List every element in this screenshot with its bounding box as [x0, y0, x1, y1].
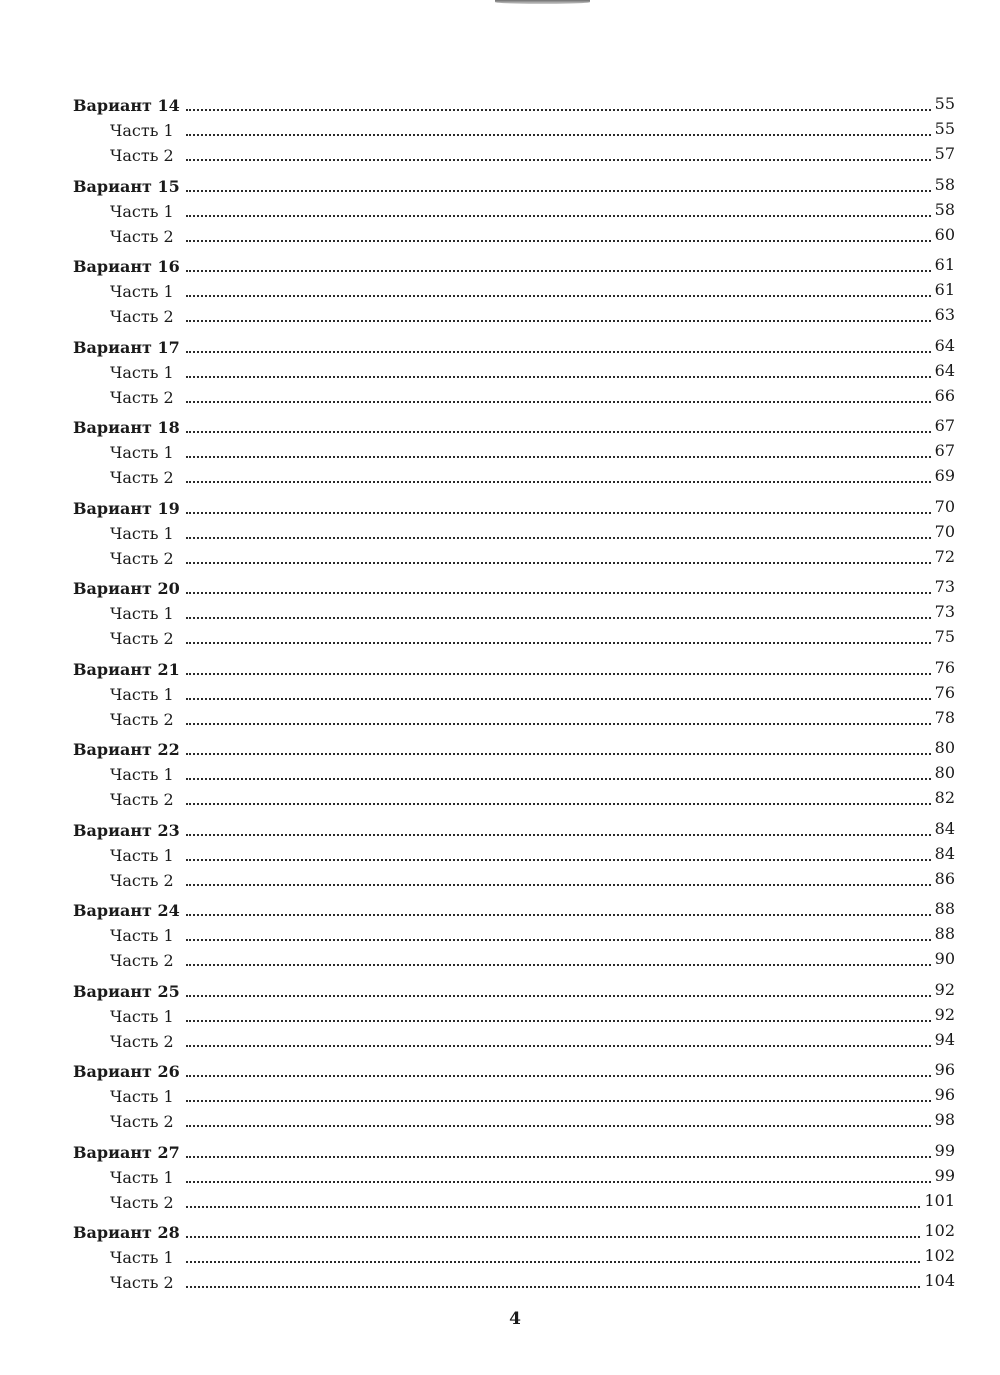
toc-part-title: Часть 2 — [110, 629, 174, 648]
toc-part-title: Часть 1 — [110, 523, 174, 543]
dot-leader — [186, 884, 931, 886]
toc-variant-page: 102 — [924, 1221, 955, 1240]
toc-variant-title: Вариант 21 — [73, 659, 180, 679]
toc-part-title: Часть 1 — [110, 926, 174, 945]
dot-leader — [186, 698, 931, 700]
dot-leader — [186, 1286, 920, 1288]
toc-part-title: Часть 2 — [110, 548, 174, 568]
toc-variant-title: Вариант 19 — [73, 498, 180, 518]
toc-part-page: 86 — [934, 868, 955, 888]
toc-part-row[interactable] — [0, 1004, 1000, 1029]
toc-part-title: Часть 2 — [110, 146, 174, 165]
toc-variant-page: 61 — [934, 255, 955, 274]
toc-variant-row[interactable] — [0, 415, 1000, 440]
toc-variant-row[interactable] — [0, 657, 1000, 682]
dot-leader — [186, 778, 931, 780]
toc-variant-title: Вариант 17 — [73, 337, 180, 357]
toc-part-page: 94 — [934, 1029, 955, 1049]
dot-leader — [186, 215, 931, 217]
toc-variant-row[interactable] — [0, 1140, 1000, 1165]
toc-variant-row[interactable] — [0, 1059, 1000, 1084]
toc-part-page: 76 — [934, 682, 955, 702]
dot-leader — [186, 295, 931, 297]
toc-part-page: 58 — [934, 199, 955, 219]
toc-part-page: 75 — [934, 627, 955, 646]
toc-variant-row[interactable] — [0, 174, 1000, 199]
toc-part-page: 70 — [934, 521, 955, 541]
toc-part-title: Часть 1 — [110, 845, 174, 865]
toc-part-row[interactable] — [0, 1190, 1000, 1215]
scan-binding-shadow — [495, 0, 590, 4]
toc-part-row[interactable] — [0, 762, 1000, 787]
toc-part-title: Часть 2 — [110, 1112, 174, 1131]
toc-part-row[interactable] — [0, 626, 1000, 651]
toc-part-row[interactable] — [0, 143, 1000, 168]
toc-part-row[interactable] — [0, 948, 1000, 973]
toc-part-title: Часть 1 — [110, 1087, 174, 1106]
dot-leader — [186, 592, 931, 594]
dot-leader — [186, 376, 931, 378]
toc-variant-group — [0, 496, 1000, 577]
dot-leader — [186, 562, 931, 564]
toc-variant-page: 76 — [934, 657, 955, 677]
toc-variant-page: 58 — [934, 174, 955, 194]
toc-part-title: Часть 1 — [110, 282, 174, 301]
toc-variant-title: Вариант 26 — [73, 1062, 180, 1081]
toc-variant-group — [0, 254, 1000, 335]
toc-variant-group — [0, 1220, 1000, 1301]
dot-leader — [186, 1261, 920, 1263]
dot-leader — [186, 673, 931, 675]
toc-part-page: 104 — [924, 1271, 955, 1290]
toc-variant-page: 99 — [934, 1140, 955, 1160]
toc-variant-row[interactable] — [0, 576, 1000, 601]
dot-leader — [186, 1100, 931, 1102]
dot-leader — [186, 964, 931, 966]
toc-part-row[interactable] — [0, 787, 1000, 812]
toc-part-title: Часть 1 — [110, 765, 174, 784]
toc-part-row[interactable] — [0, 1245, 1000, 1270]
toc-variant-row[interactable] — [0, 979, 1000, 1004]
toc-variant-group — [0, 335, 1000, 416]
dot-leader — [186, 834, 931, 836]
dot-leader — [186, 753, 931, 755]
toc-variant-title: Вариант 22 — [73, 740, 180, 759]
dot-leader — [186, 134, 931, 136]
toc-variant-row[interactable] — [0, 1220, 1000, 1245]
toc-part-row[interactable] — [0, 465, 1000, 490]
toc-variant-page: 64 — [934, 335, 955, 355]
toc-variant-row[interactable] — [0, 737, 1000, 762]
toc-part-title: Часть 2 — [110, 870, 174, 890]
toc-part-row[interactable] — [0, 360, 1000, 385]
toc-variant-title: Вариант 20 — [73, 579, 180, 598]
dot-leader — [186, 1125, 931, 1127]
toc-part-row[interactable] — [0, 601, 1000, 626]
toc-part-title: Часть 2 — [110, 790, 174, 809]
toc-part-row[interactable] — [0, 1084, 1000, 1109]
toc-part-page: 80 — [934, 763, 955, 782]
toc-variant-row[interactable] — [0, 898, 1000, 923]
toc-variant-group — [0, 1059, 1000, 1140]
dot-leader — [186, 995, 931, 997]
toc-part-row[interactable] — [0, 385, 1000, 410]
toc-variant-title: Вариант 15 — [73, 176, 180, 196]
toc-part-title: Часть 2 — [110, 1273, 174, 1292]
toc-part-row[interactable] — [0, 304, 1000, 329]
toc-part-title: Часть 2 — [110, 951, 174, 970]
dot-leader — [186, 859, 931, 861]
toc-variant-title: Вариант 24 — [73, 901, 180, 920]
toc-variant-title: Вариант 14 — [73, 96, 180, 115]
toc-variant-row[interactable] — [0, 335, 1000, 360]
toc-part-title: Часть 1 — [110, 362, 174, 382]
toc-part-page: 101 — [924, 1190, 955, 1210]
toc-part-page: 60 — [934, 224, 955, 244]
toc-part-title: Часть 1 — [110, 604, 174, 623]
toc-variant-title: Вариант 18 — [73, 418, 180, 437]
toc-part-row[interactable] — [0, 1109, 1000, 1134]
toc-variant-page: 80 — [934, 738, 955, 757]
toc-part-page: 55 — [934, 119, 955, 138]
toc-variant-page: 88 — [934, 899, 955, 918]
toc-part-page: 96 — [934, 1085, 955, 1104]
toc-part-title: Часть 2 — [110, 709, 174, 729]
toc-part-page: 84 — [934, 843, 955, 863]
dot-leader — [186, 642, 931, 644]
toc-part-page: 64 — [934, 360, 955, 380]
dot-leader — [186, 270, 931, 272]
toc-part-row[interactable] — [0, 118, 1000, 143]
toc-variant-row[interactable] — [0, 93, 1000, 118]
toc-variant-row[interactable] — [0, 254, 1000, 279]
toc-variant-group — [0, 174, 1000, 255]
toc-part-page: 90 — [934, 949, 955, 968]
toc-part-row[interactable] — [0, 843, 1000, 868]
dot-leader — [186, 240, 931, 242]
toc-variant-page: 84 — [934, 818, 955, 838]
toc-variant-page: 73 — [934, 577, 955, 596]
toc-part-row[interactable] — [0, 224, 1000, 249]
dot-leader — [186, 109, 931, 111]
toc-part-title: Часть 2 — [110, 226, 174, 246]
dot-leader — [186, 914, 931, 916]
toc-part-row[interactable] — [0, 1029, 1000, 1054]
page-number: 4 — [509, 1309, 521, 1329]
dot-leader — [186, 512, 931, 514]
toc-variant-page: 70 — [934, 496, 955, 516]
dot-leader — [186, 1045, 931, 1047]
dot-leader — [186, 803, 931, 805]
toc-part-title: Часть 1 — [110, 201, 174, 221]
dot-leader — [186, 537, 931, 539]
toc-part-title: Часть 2 — [110, 468, 174, 487]
toc-part-page: 98 — [934, 1110, 955, 1129]
toc-part-row[interactable] — [0, 440, 1000, 465]
toc-part-row[interactable] — [0, 868, 1000, 893]
dot-leader — [186, 456, 931, 458]
toc-part-title: Часть 1 — [110, 1167, 174, 1187]
toc-variant-title: Вариант 25 — [73, 981, 180, 1001]
toc-variant-title: Вариант 27 — [73, 1142, 180, 1162]
dot-leader — [186, 1181, 931, 1183]
toc-part-row[interactable] — [0, 923, 1000, 948]
dot-leader — [186, 1020, 931, 1022]
dot-leader — [186, 723, 931, 725]
dot-leader — [186, 320, 931, 322]
dot-leader — [186, 431, 931, 433]
toc-part-row[interactable] — [0, 279, 1000, 304]
dot-leader — [186, 617, 931, 619]
toc-part-title: Часть 2 — [110, 1192, 174, 1212]
toc-variant-group — [0, 415, 1000, 496]
toc-variant-group — [0, 979, 1000, 1060]
toc-variant-page: 96 — [934, 1060, 955, 1079]
toc-variant-group — [0, 818, 1000, 899]
dot-leader — [186, 1075, 931, 1077]
dot-leader — [186, 401, 931, 403]
toc-variant-group — [0, 576, 1000, 657]
toc-part-page: 69 — [934, 466, 955, 485]
toc-variant-title: Вариант 28 — [73, 1223, 180, 1242]
toc-part-title: Часть 2 — [110, 1031, 174, 1051]
toc-part-page: 82 — [934, 788, 955, 807]
toc-variant-page: 67 — [934, 416, 955, 435]
toc-part-page: 66 — [934, 385, 955, 405]
toc-part-page: 73 — [934, 602, 955, 621]
dot-leader — [186, 159, 931, 161]
dot-leader — [186, 190, 931, 192]
toc-variant-group — [0, 1140, 1000, 1221]
toc-part-row[interactable] — [0, 682, 1000, 707]
toc-part-row[interactable] — [0, 1270, 1000, 1295]
toc-variant-title: Вариант 16 — [73, 257, 180, 276]
toc-part-page: 63 — [934, 305, 955, 324]
dot-leader — [186, 1236, 920, 1238]
toc-part-title: Часть 1 — [110, 443, 174, 462]
toc-part-row[interactable] — [0, 546, 1000, 571]
toc-part-page: 99 — [934, 1165, 955, 1185]
toc-variant-group — [0, 737, 1000, 818]
toc-variant-row[interactable] — [0, 818, 1000, 843]
toc-part-title: Часть 1 — [110, 684, 174, 704]
toc-variant-group — [0, 898, 1000, 979]
dot-leader — [186, 939, 931, 941]
toc-part-title: Часть 2 — [110, 387, 174, 407]
toc-part-row[interactable] — [0, 707, 1000, 732]
dot-leader — [186, 351, 931, 353]
toc-part-title: Часть 1 — [110, 121, 174, 140]
toc-part-page: 67 — [934, 441, 955, 460]
dot-leader — [186, 1156, 931, 1158]
toc-part-page: 102 — [924, 1246, 955, 1265]
toc-part-title: Часть 2 — [110, 307, 174, 326]
toc-part-page: 88 — [934, 924, 955, 943]
toc-part-page: 57 — [934, 144, 955, 163]
toc-part-row[interactable] — [0, 521, 1000, 546]
toc-part-row[interactable] — [0, 1165, 1000, 1190]
toc-part-page: 78 — [934, 707, 955, 727]
dot-leader — [186, 1206, 920, 1208]
toc-part-page: 92 — [934, 1004, 955, 1024]
toc-variant-row[interactable] — [0, 496, 1000, 521]
toc-variant-group — [0, 93, 1000, 174]
toc-variant-title: Вариант 23 — [73, 820, 180, 840]
table-of-contents — [0, 93, 1000, 1301]
toc-part-page: 72 — [934, 546, 955, 566]
toc-part-title: Часть 1 — [110, 1248, 174, 1267]
dot-leader — [186, 481, 931, 483]
toc-part-title: Часть 1 — [110, 1006, 174, 1026]
toc-variant-page: 92 — [934, 979, 955, 999]
toc-variant-page: 55 — [934, 94, 955, 113]
toc-part-row[interactable] — [0, 199, 1000, 224]
toc-part-page: 61 — [934, 280, 955, 299]
toc-variant-group — [0, 657, 1000, 738]
